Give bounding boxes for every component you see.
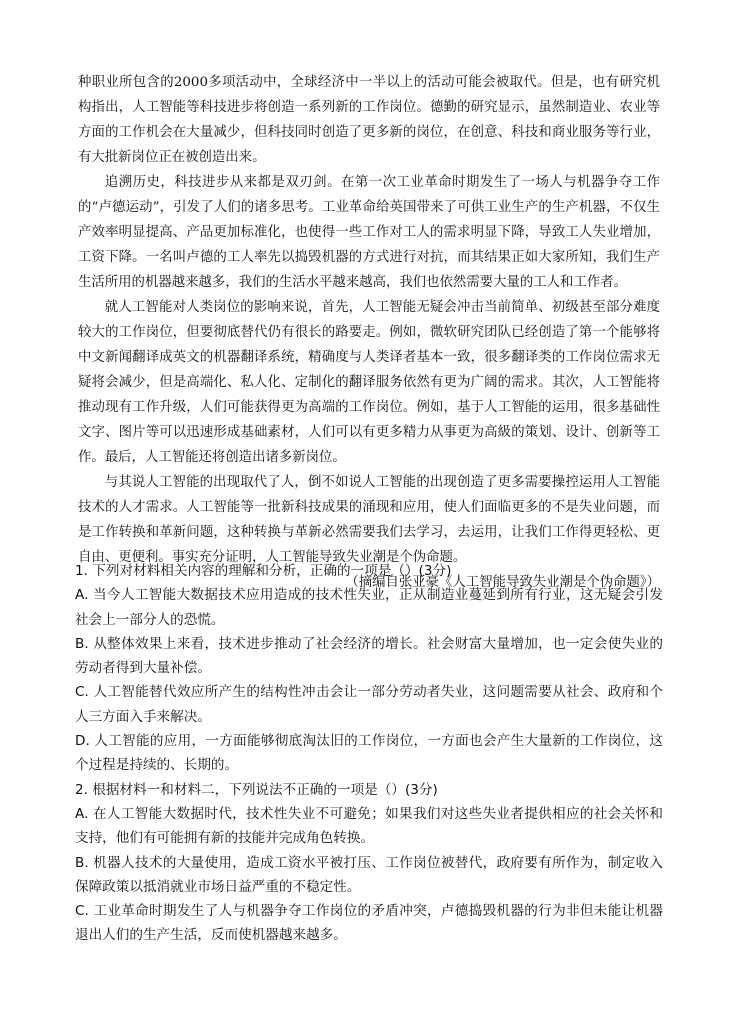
- reading-passage: [78, 70, 660, 595]
- question-section: [75, 559, 663, 948]
- question-2-option-b: B. 机器人技术的大量使用，造成工资水平被打压、工作岗位被替代，政府要有所作为，制定收入保障政策以抵消就业市场日益严重的不稳定性。: [75, 854, 663, 895]
- passage-source: （摘编自张亚豪《人工智能导致失业潮是个伪命题》）: [345, 575, 660, 590]
- question-1-option-c: C. 人工智能替代效应所产生的结构性冲击会让一部分劳动者失业，这问题需要从社会、政府和个人三方面入手来解决。: [75, 684, 663, 725]
- question-1-option-b: B. 从整体效果上来看，技术进步推动了社会经济的增长。社会财富大量增加，也一定会使失业的劳动者得到大量补偿。: [75, 635, 663, 677]
- question-1-stem: 1. 下列对材料相关内容的理解和分析，正确的一项是（）(3分): [75, 563, 452, 579]
- passage-paragraph-4: 与其说人工智能的出现取代了人，倒不如说人工智能的出现创造了更多需要操控运用人工智能技术的人才需求。人工智能等一批新科技成果的涌现和应用，使人们面临更多的不是失业问题，而是工作转换和革新问题，这种转换与革新必然需要我们去学习，去运用，让我们工作得更轻松、更自由、更便利。事实充分证明，人工智能导致失业潮是个伪命题。: [78, 475, 660, 565]
- question-2-option-c: C. 工业革命时期发生了人与机器争夺工作岗位的矛盾冲突，卢德捣毁机器的行为非但未能让机器退出人们的生产生活，反而使机器越来越多。: [75, 903, 663, 944]
- passage-paragraph-3: 就人工智能对人类岗位的影响来说，首先，人工智能无疑会冲击当前简单、初级甚至部分难度较大的工作岗位，但要彻底替代仍有很长的路要走。例如，微软研究团队已经创造了第一个能够将中文新闻翻译成英文的机器翻译系统，精确度与人类译者基本一致，很多翻译类的工作岗位需求无疑将会减少，但是高端化、私人化、定制化的翻译服务依然有更为广阔的需求。其次，人工智能将推动现有工作升级，人们可能获得更为高端的工作岗位。例如，基于人工智能的运用，很多基础性文字、图片等可以迅速形成基础素材，人们可以有更多精力从事更为高級的策划、设计、创新等工作。最后，人工智能还将创造出诸多新岗位。: [78, 300, 660, 465]
- passage-paragraph-2: 追溯历史，科技进步从来都是双刃剑。在第一次工业革命时期发生了一场人与机器争夺工作的“卢德运动”，引发了人们的诸多思考。工业革命给英国带来了可供工业生产的生产机器，不仅生产效率明显提高、产品更加标准化，也使得一些工作对工人的需求明显下降，导致工人失业增加，工资下降。一名叫卢德的工人率先以捣毁机器的方式进行对抗，而其结果正如大家所知，我们生产生活所用的机器越来越多，我们的生活水平越来越高，我们也依然需要大量的工人和工作者。: [78, 175, 660, 290]
- question-1-option-d: D. 人工智能的应用，一方面能够彻底淘汰旧的工作岗位，一方面也会产生大量新的工作岗位，这个过程是持续的、长期的。: [75, 733, 663, 774]
- question-1-option-a: A. 当今人工智能大数据技术应用造成的技术性失业，正从制造业蔓延到所有行业，这无疑会引发社会上一部分人的恐慌。: [75, 587, 663, 628]
- question-2-stem: 2. 根据材料一和材料二，下列说法不正确的一项是（）(3分): [75, 781, 438, 798]
- question-2-option-a: A. 在人工智能大数据时代，技术性失业不可避免；如果我们对这些失业者提供相应的社会关怀和支持，他们有可能拥有新的技能并完成角色转换。: [75, 805, 663, 847]
- passage-paragraph-1: 种职业所包含的2000多项活动中，全球经济中一半以上的活动可能会被取代。但是，也有研究机构指出，人工智能等科技进步将创造一系列新的工作岗位。德勤的研究显示，虽然制造业、农业等方面的工作机会在大量减少，但科技同时创造了更多新的岗位，在创意、科技和商业服务等行业，有大批新岗位正在被创造出来。: [78, 75, 660, 165]
